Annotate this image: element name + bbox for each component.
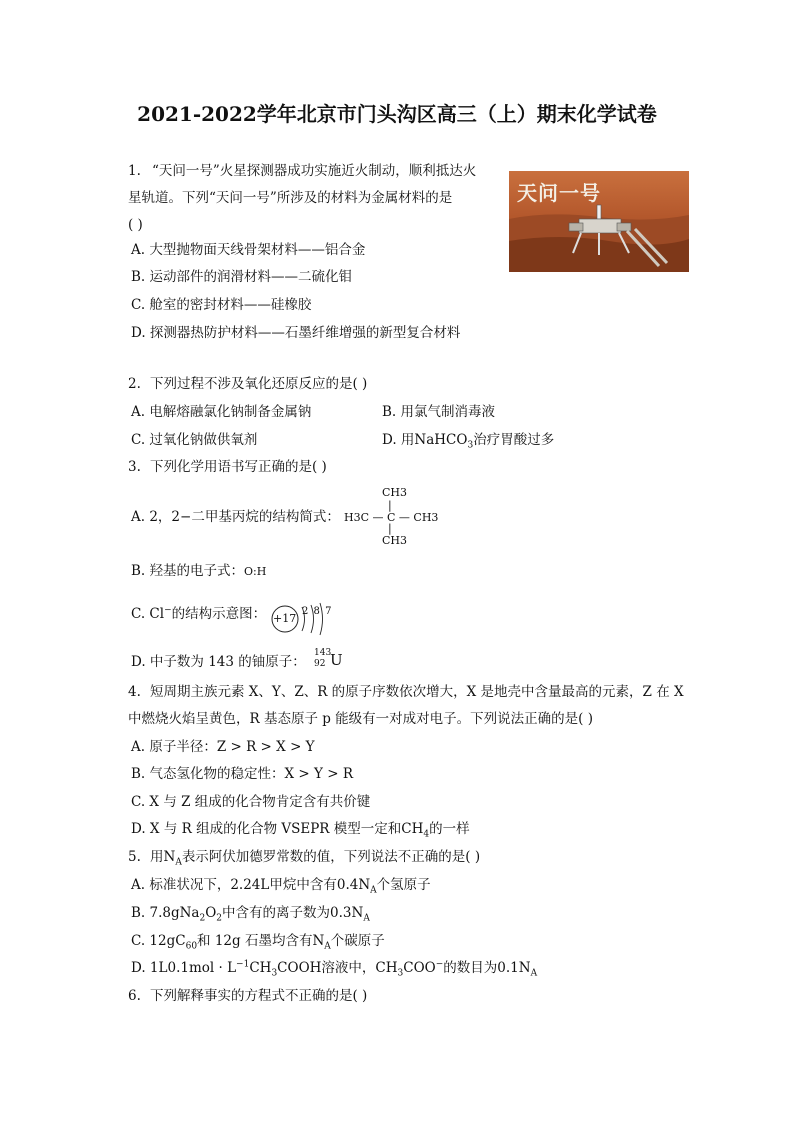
question-5-option-d: D. $1L0.1mol \cdot L^{-1}CH_3COOH$溶液中，$CH_3COO^-$的数目为$0.1N_A$	[131, 959, 538, 979]
question-4-stem-line2: 中燃烧火焰呈黄色，R 基态原子 p 能级有一对成对电子。下列说法正确的是( )	[128, 711, 594, 727]
question-3-option-a: A. 2，2−二甲基丙烷的结构简式：	[131, 509, 340, 525]
question-5-number: 5.	[128, 849, 141, 865]
hydroxyl-electron-formula: O:H	[244, 565, 267, 578]
question-3-number: 3.	[128, 459, 141, 475]
question-4-option-d: D. X 与 R 组成的化合物 VSEPR 模型一定和$CH_4$的一样	[131, 821, 470, 840]
tianwen-probe-photo	[509, 171, 689, 272]
question-4-option-a: A. 原子半径：Z > R > X > Y	[131, 739, 315, 755]
question-4-option-c: C. X 与 Z 组成的化合物肯定含有共价键	[131, 794, 371, 810]
question-3-option-b: B. 羟基的电子式：O:H	[131, 563, 267, 579]
question-5-stem: 用$N_A$表示阿伏加德罗常数的值，下列说法不正确的是( )	[150, 849, 481, 868]
question-1-stem-line1: “天问一号”火星探测器成功实施近火制动，顺利抵达火	[152, 163, 477, 179]
question-1-option-d: D. 探测器热防护材料——石墨纤维增强的新型复合材料	[131, 325, 461, 341]
question-5-option-a: A. 标准状况下，2.24L甲烷中含有$0.4N_A$个氢原子	[131, 877, 431, 896]
page-title: 2021-2022学年北京市门头沟区高三（上）期末化学试卷	[137, 102, 657, 126]
question-3-stem: 下列化学用语书写正确的是( )	[150, 459, 327, 475]
question-6-number: 6.	[128, 988, 141, 1004]
question-2-option-c: C. 过氧化钠做供氧剂	[131, 432, 258, 448]
question-5-option-b: B. $7.8gNa_2O_2$中含有的离子数为$0.3N_A$	[131, 905, 370, 924]
nucleus-charge: +17	[273, 612, 297, 625]
question-1-paren: ( )	[128, 217, 143, 233]
question-1-option-a: A. 大型抛物面天线骨架材料——铝合金	[131, 242, 366, 258]
question-3-option-c: C. Cl−的结构示意图：	[131, 605, 267, 622]
question-5-option-c: C. $12gC_{60}$和 12g 石墨均含有$N_A$个碳原子	[131, 933, 385, 952]
question-2-stem: 下列过程不涉及氧化还原反应的是( )	[150, 376, 368, 392]
question-1-number: 1.	[128, 163, 141, 179]
question-1-option-b: B. 运动部件的润滑材料——二硫化钼	[131, 269, 353, 285]
question-1-option-c: C. 舱室的密封材料——硅橡胶	[131, 297, 312, 313]
dimethylpropane-structure: CH3 | H3C — C — CH3 | CH3	[344, 486, 439, 547]
electron-shells: 2 8 7	[302, 606, 333, 617]
question-1-stem-line2: 星轨道。下列“天问一号”所涉及的材料为金属材料的是	[128, 190, 453, 206]
photo-caption: 天问一号	[517, 181, 601, 205]
question-2-number: 2.	[128, 376, 141, 392]
chlorine-ion-structure-diagram	[270, 602, 340, 636]
question-2-option-d: D. 用NaHCO$_3$治疗胃酸过多	[382, 432, 555, 451]
question-2-option-b: B. 用氯气制消毒液	[382, 404, 496, 420]
question-6-stem: 下列解释事实的方程式不正确的是( )	[150, 988, 368, 1004]
question-3-option-d: D. 中子数为 143 的铀原子：	[131, 654, 306, 670]
question-2-option-a: A. 电解熔融氯化钠制备金属钠	[131, 404, 312, 420]
question-4-number: 4.	[128, 684, 141, 700]
uranium-nuclide: 143 92 U	[314, 648, 343, 669]
question-4-option-b: B. 气态氢化物的稳定性：X > Y > R	[131, 766, 353, 782]
question-4-stem-line1: 短周期主族元素 X、Y、Z、R 的原子序数依次增大，X 是地壳中含量最高的元素，Z 在 X	[150, 684, 684, 700]
